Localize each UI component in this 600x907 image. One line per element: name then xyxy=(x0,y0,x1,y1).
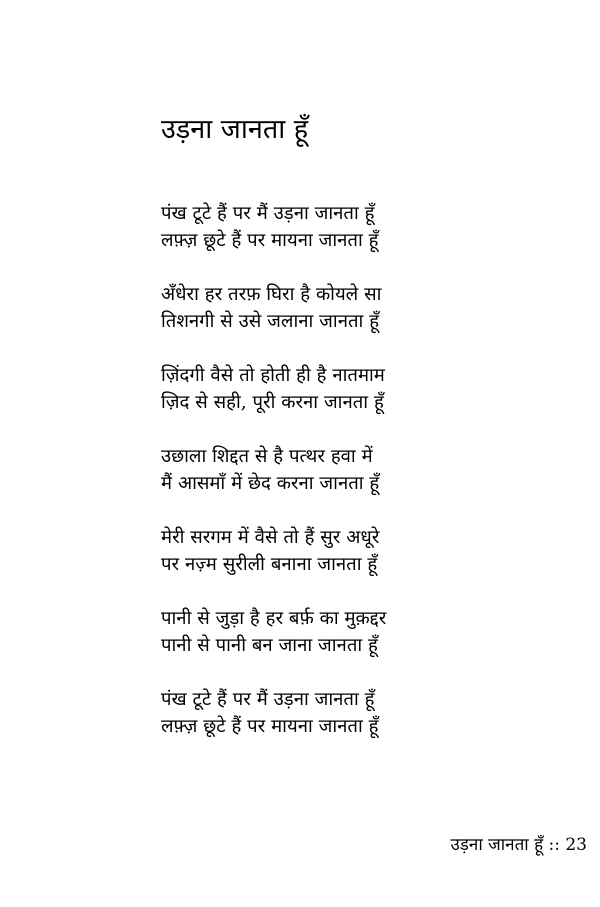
poem-line: पंख टूटे हैं पर मैं उड़ना जानता हूँ xyxy=(161,689,375,710)
poem-line: तिशनगी से उसे जलाना जानता हूँ xyxy=(161,311,380,332)
stanza-4 xyxy=(161,443,581,524)
poem-line: लफ़्ज़ छूटे हैं पर मायना जानता हूँ xyxy=(161,716,379,737)
stanza-5 xyxy=(161,524,581,605)
poem-line: मैं आसमाँ में छेद करना जानता हूँ xyxy=(161,473,380,494)
stanza-1 xyxy=(161,200,581,281)
stanza-7 xyxy=(161,686,581,767)
poem-line: अँधेरा हर तरफ़ घिरा है कोयले सा xyxy=(161,284,382,305)
poem-line: ज़िंदगी वैसे तो होती ही है नातमाम xyxy=(161,365,385,386)
poem-line: पानी से जुड़ा है हर बर्फ़ का मुक़द्दर xyxy=(161,608,387,629)
stanza-6 xyxy=(161,605,581,686)
page-footer-running-head: उड़ना जानता हूँ :: 23 xyxy=(450,835,587,855)
poem-line: लफ़्ज़ छूटे हैं पर मायना जानता हूँ xyxy=(161,230,379,251)
poem-body xyxy=(161,200,581,767)
poem-line: मेरी सरगम में वैसे तो हैं सुर अधूरे xyxy=(161,527,380,548)
stanza-2 xyxy=(161,281,581,362)
poem-line: पानी से पानी बन जाना जानता हूँ xyxy=(161,635,378,656)
stanza-3 xyxy=(161,362,581,443)
poem-title: उड़ना जानता हूँ xyxy=(161,114,309,145)
poem-line: पंख टूटे हैं पर मैं उड़ना जानता हूँ xyxy=(161,203,375,224)
poem-line: ज़िद से सही, पूरी करना जानता हूँ xyxy=(161,392,384,413)
poem-line: पर नज़्म सुरीली बनाना जानता हूँ xyxy=(161,554,378,575)
poem-line: उछाला शिद्दत से है पत्थर हवा में xyxy=(161,446,373,467)
